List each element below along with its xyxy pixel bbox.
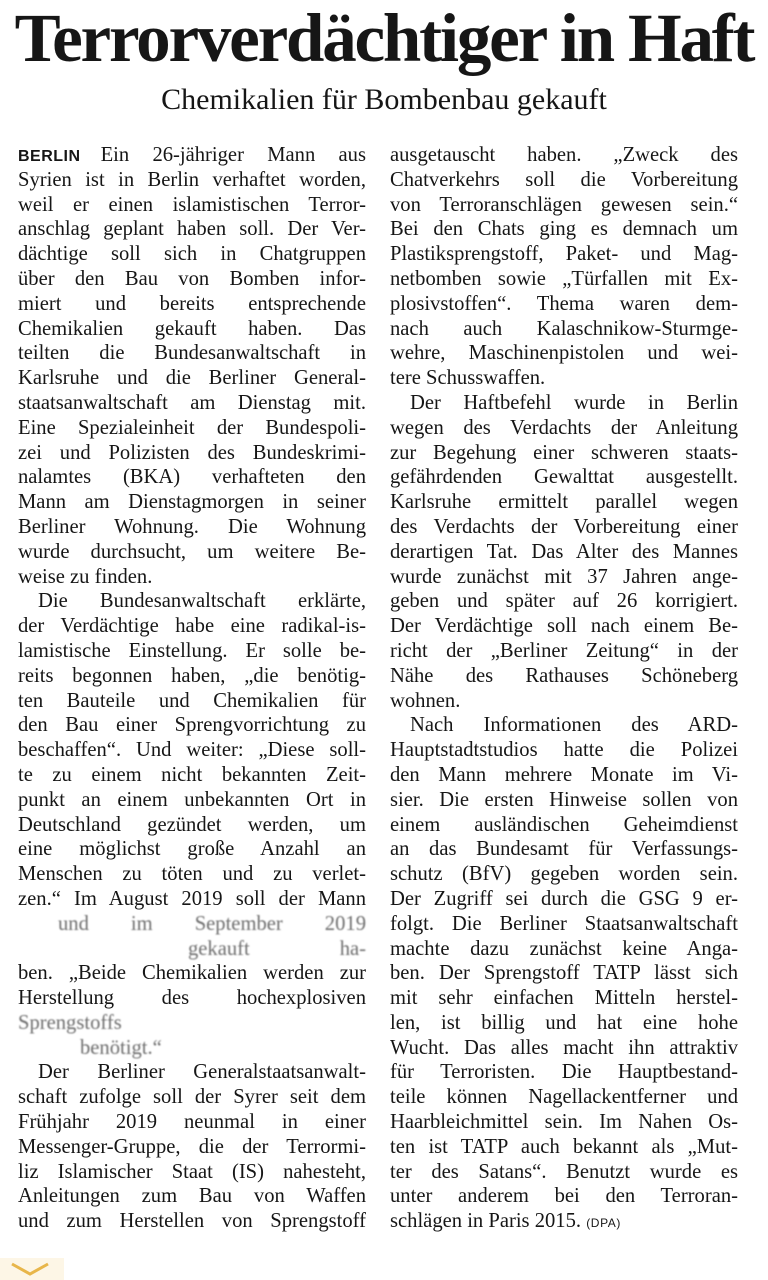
text-line: gefährdenden Gewalttat ausgestellt. (390, 466, 738, 489)
text-line: wehre, Maschinenpistolen und wei- (390, 342, 738, 365)
text-line: weil er einen islamistischen Terror- (18, 193, 366, 216)
text-line: anschlag geplant haben soll. Der Ver- (18, 218, 366, 241)
text-line: sier. Die ersten Hinweise sollen von (390, 788, 738, 811)
text-line: Mann am Dienstagmorgen in seiner (18, 491, 366, 514)
text-line: der Verdächtige habe eine radikal-is- (18, 615, 366, 638)
text-line: geben und später auf 26 korrigiert. (390, 590, 738, 613)
text-line: Herstellung des hochexplosiven (18, 987, 366, 1010)
text-line: punkt an einem unbekannten Ort in (18, 788, 366, 811)
text-line: nach auch Kalaschnikow-Sturmge- (390, 317, 738, 340)
text-line: nalamtes (BKA) verhafteten den (18, 466, 366, 489)
smudged-text-line: Sprengstoffs (18, 1011, 122, 1034)
text-line: Frühjahr 2019 neunmal in einer (18, 1111, 366, 1134)
text-line: beschaffen“. Und weiter: „Diese soll- (18, 739, 366, 762)
text-line: reits begonnen haben, „die benötig- (18, 664, 366, 687)
text-line: Chatverkehrs soll die Vorbereitung (390, 168, 738, 191)
text-line: ten Bauteile und Chemikalien für (18, 689, 366, 712)
text-line: zur Begehung einer schweren staats- (390, 441, 738, 464)
text-line: Bei den Chats ging es demnach um (390, 218, 738, 241)
subheadline: Chemikalien für Bombenbau gekauft (161, 83, 607, 116)
text-line: Karlsruhe ermittelt parallel wegen (390, 491, 738, 514)
text-line: Plastiksprengstoff, Paket- und Mag- (390, 243, 738, 266)
text-line: Nähe des Rathauses Schöneberg (390, 664, 738, 687)
headline: Terrorverdächtiger in Haft (14, 0, 754, 76)
text-line: ter des Satans“. Benutzt wurde es (390, 1160, 738, 1183)
text-line: Der Berliner Generalstaatsanwalt- (38, 1061, 366, 1084)
text-line: Chemikalien gekauft haben. Das (18, 317, 366, 340)
text-line: staatsanwaltschaft am Dienstag mit. (18, 391, 366, 414)
text-line: zei und Polizisten des Bundeskrimi- (18, 441, 366, 464)
text-line: Syrien ist in Berlin verhaftet worden, (18, 168, 366, 191)
text-line: Karlsruhe und die Berliner General- (18, 367, 366, 390)
text-line: Der Haftbefehl wurde in Berlin (410, 391, 738, 414)
text-line: schlägen in Paris 2015. (DPA) (390, 1210, 621, 1233)
corner-mark (0, 1258, 64, 1280)
text-line: Nach Informationen des ARD- (410, 714, 738, 737)
text-line: Der Verdächtige soll nach einem Be- (390, 615, 738, 638)
text-line: den Mann mehrere Monate im Vi- (390, 763, 738, 786)
text-line: plosivstoffen“. Thema waren dem- (390, 292, 738, 315)
text-line: richt der „Berliner Zeitung“ in der (390, 639, 738, 662)
text-line: wegen des Verdachts der Anleitung (390, 416, 738, 439)
text-line: unter anderem bei den Terroran- (390, 1185, 738, 1208)
text-line: Haarbleichmittel sein. Im Nahen Os- (390, 1111, 738, 1134)
text-line: über den Bau von Bomben infor- (18, 267, 366, 290)
text-line: dächtige soll sich in Chatgruppen (18, 243, 366, 266)
text-line: miert und bereits entsprechende (18, 292, 366, 315)
text-line: wurde zunächst mit 37 Jahren ange- (390, 565, 738, 588)
text-line: den Bau einer Sprengvorrichtung zu (18, 714, 366, 737)
dateline: BERLIN (18, 148, 81, 165)
text-line: ben. „Beide Chemikalien werden zur (18, 962, 366, 985)
text-line: mit sehr einfachen Mitteln herstel- (390, 987, 738, 1010)
text-line: an das Bundesamt für Verfassungs- (390, 838, 738, 861)
text-line: Eine Spezialeinheit der Bundespoli- (18, 416, 366, 439)
text-line: für Terroristen. Die Hauptbestand- (390, 1061, 738, 1084)
text-line: zen.“ Im August 2019 soll der Mann (18, 887, 366, 910)
text-line: BERLIN Ein 26-jähriger Mann aus (18, 144, 366, 166)
text-line: te zu einem nicht bekannten Zeit- (18, 763, 366, 786)
smudged-text-line: gekauft ha- (188, 937, 366, 960)
smudged-text-line: benötigt.“ (80, 1036, 162, 1059)
text-line: tere Schusswaffen. (390, 367, 546, 390)
text-line: eine möglichst große Anzahl an (18, 838, 366, 861)
text-line: Deutschland gezündet werden, um (18, 813, 366, 836)
text-line: derartigen Tat. Das Alter des Mannes (390, 540, 738, 563)
article-column-left (18, 143, 366, 1234)
text-line: teile können Nagellackentferner und (390, 1086, 738, 1109)
text-line: Der Zugriff sei durch die GSG 9 er- (390, 887, 738, 910)
text-line: von Terroranschlägen gewesen sein.“ (390, 193, 738, 216)
text-line: machte dazu zunächst keine Anga- (390, 937, 738, 960)
text-line: wohnen. (390, 689, 461, 712)
text-line: weise zu finden. (18, 565, 153, 588)
text-line: einem ausländischen Geheimdienst (390, 813, 738, 836)
text-line: len, ist billig und hat eine hohe (390, 1011, 738, 1034)
text-line: Wucht. Das alles macht ihn attraktiv (390, 1036, 738, 1059)
text-line: Messenger-Gruppe, die der Terrormi- (18, 1135, 366, 1158)
text-line: und zum Herstellen von Sprengstoff (18, 1210, 366, 1233)
text-line: teilten die Bundesanwaltschaft in (18, 342, 366, 365)
text-line: lamistische Einstellung. Er solle be- (18, 639, 366, 662)
text-line: schaft zufolge soll der Syrer seit dem (18, 1086, 366, 1109)
text-line: ben. Der Sprengstoff TATP lässt sich (390, 962, 738, 985)
text-line: schutz (BfV) gegeben worden sein. (390, 863, 738, 886)
text-line: netbomben sowie „Türfallen mit Ex- (390, 267, 738, 290)
text-line: folgt. Die Berliner Staatsanwaltschaft (390, 912, 738, 935)
smudged-text-line: und im September 2019 (58, 912, 366, 935)
text-line: liz Islamischer Staat (IS) nahesteht, (18, 1160, 366, 1183)
agency-credit: (DPA) (586, 1216, 621, 1231)
text-line: des Verdachts der Vorbereitung einer (390, 515, 738, 538)
text-line: Menschen zu töten und zu verlet- (18, 863, 366, 886)
text-line: ten ist TATP auch bekannt als „Mut- (390, 1135, 738, 1158)
chevron-mark-icon (10, 1262, 50, 1276)
text-line: Die Bundesanwaltschaft erklärte, (38, 590, 366, 613)
text-line: Berliner Wohnung. Die Wohnung (18, 515, 366, 538)
text-line: Hauptstadtstudios hatte die Polizei (390, 739, 738, 762)
text-line: Anleitungen zum Bau von Waffen (18, 1185, 366, 1208)
text-line: ausgetauscht haben. „Zweck des (390, 144, 738, 166)
text-line: wurde durchsucht, um weitere Be- (18, 540, 366, 563)
article-column-right (390, 143, 738, 1234)
